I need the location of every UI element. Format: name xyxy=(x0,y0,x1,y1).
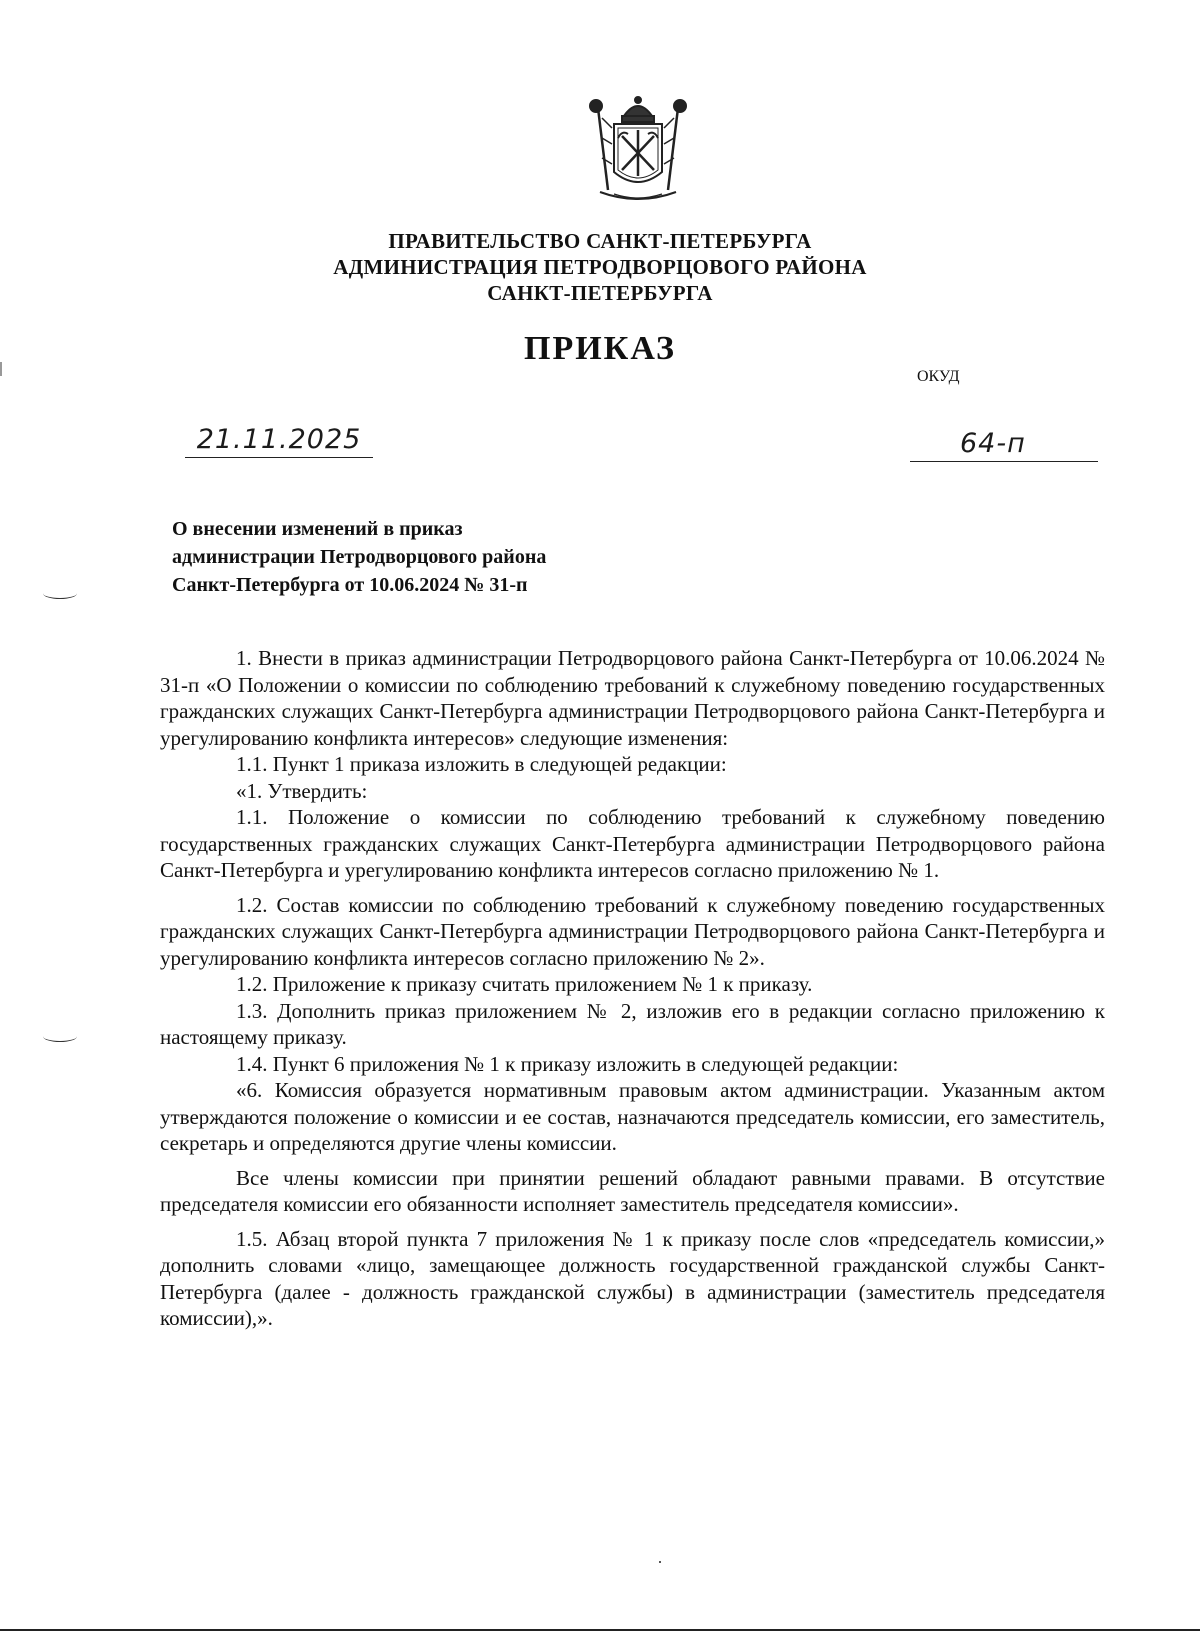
paragraph-1-1: 1.1. Пункт 1 приказа изложить в следующей редакции: xyxy=(236,752,727,776)
scan-bottom-edge xyxy=(0,1629,1200,1631)
paragraph-1: 1. Внести в приказ администрации Петродворцового района Санкт-Петербурга от 10.06.2024 № 31-п «О Положении о комиссии по соблюдению требований к служебному поведению государственных гражданских служащих Санкт-Петербурга администрации Петродворцового района Санкт-Петербурга и урегулированию конфликта интересов» следующие изменения: xyxy=(160,646,1105,750)
scan-dot xyxy=(659,1561,661,1563)
saint-petersburg-coat-of-arms-icon xyxy=(584,94,692,206)
handwritten-order-number: 64-п xyxy=(910,428,1098,462)
subject-line-3: Санкт-Петербурга от 10.06.2024 № 31-п xyxy=(172,574,528,596)
document-type-title: ПРИКАЗ xyxy=(524,330,676,367)
org-name-line-1: ПРАВИТЕЛЬСТВО САНКТ-ПЕТЕРБУРГА xyxy=(388,229,812,253)
paragraph-1-4: 1.4. Пункт 6 приложения № 1 к приказу изложить в следующей редакции: xyxy=(236,1051,899,1076)
paragraph-1-5: 1.5. Абзац второй пункта 7 приложения № 1 к приказу после слов «председатель комиссии,» дополнить словами «лицо, замещающее должность государственной гражданской службы Санкт-Петербурга (далее - должность гражданской службы) в администрации (заместитель председателя комиссии),». xyxy=(160,1226,1105,1330)
paragraph-1-3: 1.3. Дополнить приказ приложением № 2, изложив его в редакции согласно приложению к настоящему приказу. xyxy=(160,998,1105,1049)
paragraph-approve: «1. Утвердить: xyxy=(236,778,368,803)
subject-line-1: О внесении изменений в приказ xyxy=(172,518,463,540)
paragraph-item-6: «6. Комиссия образуется нормативным правовым актом администрации. Указанным актом утверждаются положение о комиссии и ее состав, назначаются председатель комиссии, его заместитель, секретарь и определяются другие члены комиссии. xyxy=(160,1078,1105,1155)
org-name-line-3: САНКТ-ПЕТЕРБУРГА xyxy=(487,281,713,305)
margin-scan-mark xyxy=(43,1031,77,1042)
paragraph-members: Все члены комиссии при принятии решений обладают равными правами. В отсутствие председателя комиссии его обязанности исполняет заместитель председателя комиссии». xyxy=(160,1165,1105,1216)
paragraph-approve-1-1: 1.1. Положение о комиссии по соблюдению требований к служебному поведению государственных гражданских служащих Санкт-Петербурга администрации Петродворцового района Санкт-Петербурга и урегулированию конфликта интересов согласно приложению № 1. xyxy=(160,805,1105,882)
paragraph-1-2: 1.2. Приложение к приказу считать приложением № 1 к приказу. xyxy=(236,972,813,996)
subject-line-2: администрации Петродворцового района xyxy=(172,546,547,568)
order-subject xyxy=(172,515,546,599)
okud-label: ОКУД xyxy=(917,368,960,385)
paragraph-approve-1-2: 1.2. Состав комиссии по соблюдению требований к служебному поведению государственных гражданских служащих Санкт-Петербурга администрации Петродворцового района Санкт-Петербурга и урегулированию конфликта интересов согласно приложению № 2». xyxy=(160,892,1105,970)
handwritten-date: 21.11.2025 xyxy=(185,424,373,458)
order-body xyxy=(160,645,1105,1332)
scan-edge-tick xyxy=(0,362,2,376)
org-name-line-2: АДМИНИСТРАЦИЯ ПЕТРОДВОРЦОВОГО РАЙОНА xyxy=(333,255,867,279)
margin-scan-mark xyxy=(43,588,77,599)
